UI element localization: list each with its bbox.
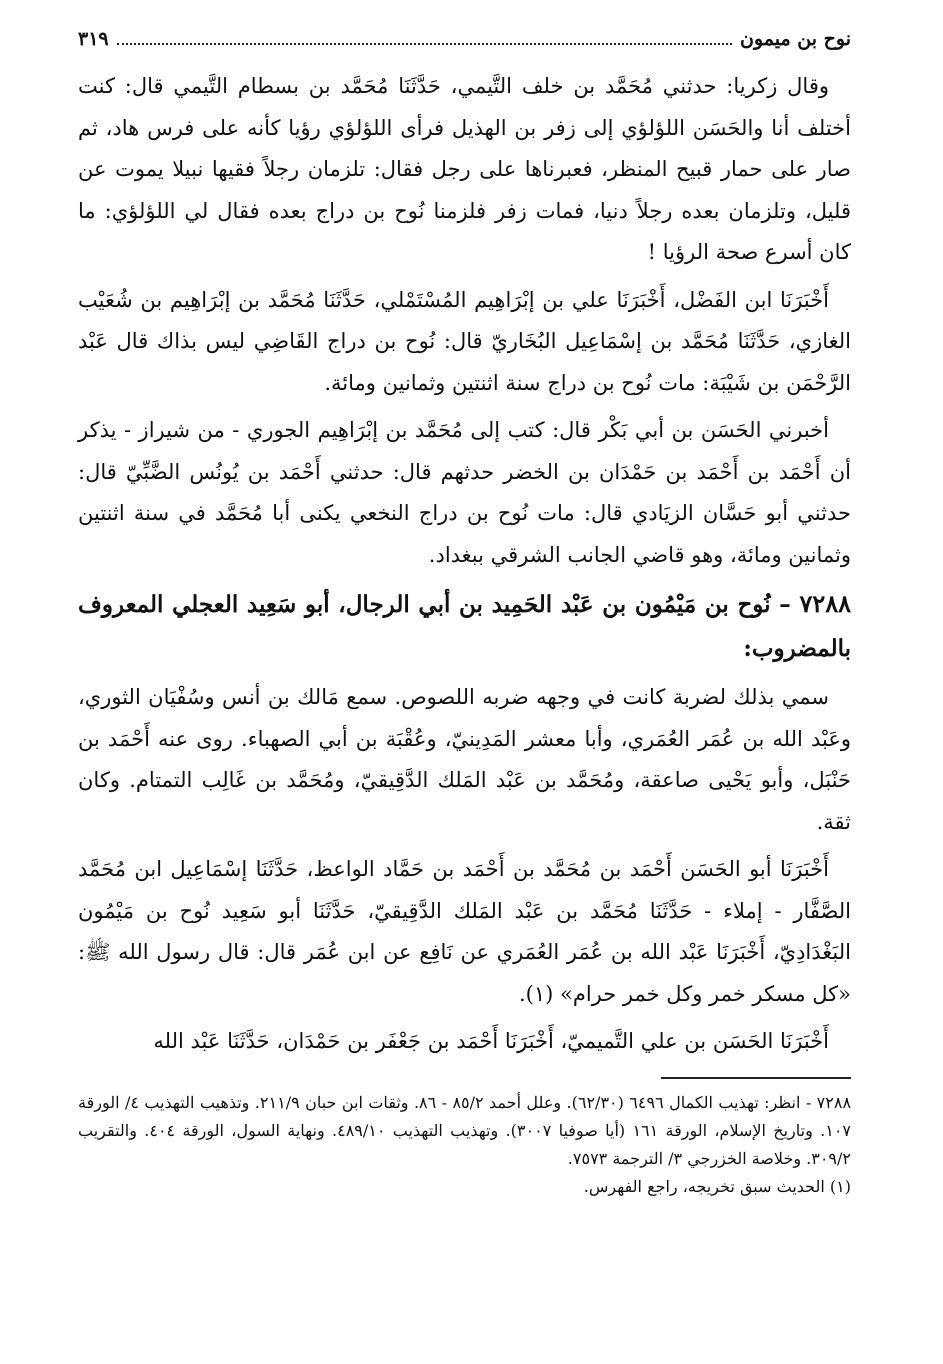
page-number: ٣١٩	[78, 28, 109, 50]
entry-paragraph-2: أَخْبَرَنَا أبو الحَسَن أَحْمَد بن مُحَمَّد بن أَحْمَد بن حَمَّاد الواعظ، حَدَّثَنَا إسْمَاعِيل ابن مُحَمَّد الصَّفَّار - إملاء - حَدَّثَنَا مُحَمَّد بن عَبْد المَلك الدَّقِيقيّ، حَدَّثَنَا أبو سَعِيد نُوح بن مَيْمُون البَغْدَادِيّ، أَخْبَرَنَا عَبْد الله بن عُمَر العُمَري عن نَافِع عن ابن عُمَر قال: قال رسول الله ﷺ: «كل مسكر خمر وكل خمر حرام» (١).	[78, 857, 851, 1006]
entry-number: ٧٢٨٨	[799, 589, 851, 618]
entry-heading	[78, 582, 851, 671]
paragraph-3: أخبرني الحَسَن بن أبي بَكْر قال: كتب إلى مُحَمَّد بن إبْرَاهِيم الجوري - من شيراز - يذكر أن أَحْمَد بن أَحْمَد بن حَمْدَان بن الخضر حدثهم قال: حدثني أَحْمَد بن يُونُس الضَّبِّيّ قال: حدثني أبو حَسَّان الزيَادي قال: مات نُوح بن دراج النخعي يكنى أبا مُحَمَّد في سنة اثنتين وثمانين ومائة، وهو قاضي الجانب الشرقي ببغداد.	[78, 418, 851, 567]
page-header	[78, 28, 851, 66]
footnote-entry-sources: ٧٢٨٨ - انظر: تهذيب الكمال ٦٤٩٦ (٦٢/٣٠). وعلل أحمد ٨٥/٢ - ٨٦. وثقات ابن حبان ٢١١/٩. وتذهيب التهذيب ٤/ الورقة ١٠٧. وتاريخ الإسلام، الورقة ١٦١ (أيا صوفيا ٣٠٠٧). وتهذيب التهذيب ٤٨٩/١٠. ونهاية السول، الورقة ٤٠٤. والتقريب ٣٠٩/٢. وخلاصة الخزرجي ٣/ الترجمة ٧٥٧٣.	[78, 1092, 852, 1168]
header-leader-dots	[117, 43, 732, 45]
entry-paragraph-1: سمي بذلك لضربة كانت في وجهه ضربه اللصوص. سمع مَالك بن أنس وسُفْيَان الثوري، وعَبْد الله بن عُمَر العُمَري، وأبا معشر المَدِينيّ، وعُقْبَة بن أبي الصهباء. روى عنه أَحْمَد بن حَنْبَل، وأبو يَحْيى صاعقة، ومُحَمَّد بن عَبْد المَلك الدَّقِيقيّ، ومُحَمَّد بن غَالِب التمتام. وكان ثقة.	[78, 685, 851, 834]
entry-title: – نُوح بن مَيْمُون بن عَبْد الحَمِيد بن أبي الرجال، أبو سَعِيد العجلي المعروف بالمضروب:	[78, 591, 851, 662]
paragraph-2: أَخْبَرَنَا ابن الفَضْل، أَخْبَرَنَا علي بن إبْرَاهِيم المُسْتَمْلي، حَدَّثَنَا مُحَمَّد بن إبْرَاهِيم بن شُعَيْب الغازي، حَدَّثَنَا مُحَمَّد بن إسْمَاعِيل البُخَاريّ قال: نُوح بن دراج القَاضِي ليس بذاك قال عَبْد الرَّحْمَن بن شَيْبَة: مات نُوح بن دراج سنة اثنتين وثمانين ومائة.	[78, 287, 851, 395]
footnote-separator	[661, 1077, 851, 1079]
entry-paragraph-3: أَخْبَرَنَا الحَسَن بن علي التَّميميّ، أَخْبَرَنَا أَحْمَد بن جَعْفَر بن حَمْدَان، حَدَّثَنَا عَبْد الله	[153, 1029, 829, 1053]
paragraph-1: وقال زكريا: حدثني مُحَمَّد بن خلف التَّيمي، حَدَّثَنَا مُحَمَّد بن بسطام التَّيمي قال: كنت أختلف أنا والحَسَن اللؤلؤي إلى زفر بن الهذيل فرأى اللؤلؤي رؤيا كأنه على فرس هاد، ثم صار على حمار قبيح المنظر، فعبرناها على رجل فقال: تلزمان رجلاً فقيها نبيلا يموت عن قليل، وتلزمان بعده رجلاً دنيا، فمات زفر فلزمنا نُوح بن دراج بعده فقال لي اللؤلؤي: ما كان أسرع صحة الرؤيا !	[78, 74, 851, 264]
running-title: نوح بن ميمون	[739, 28, 851, 50]
footnotes	[78, 1089, 851, 1201]
footnote-1: (١) الحديث سبق تخريجه، راجع الفهرس.	[583, 1176, 851, 1196]
